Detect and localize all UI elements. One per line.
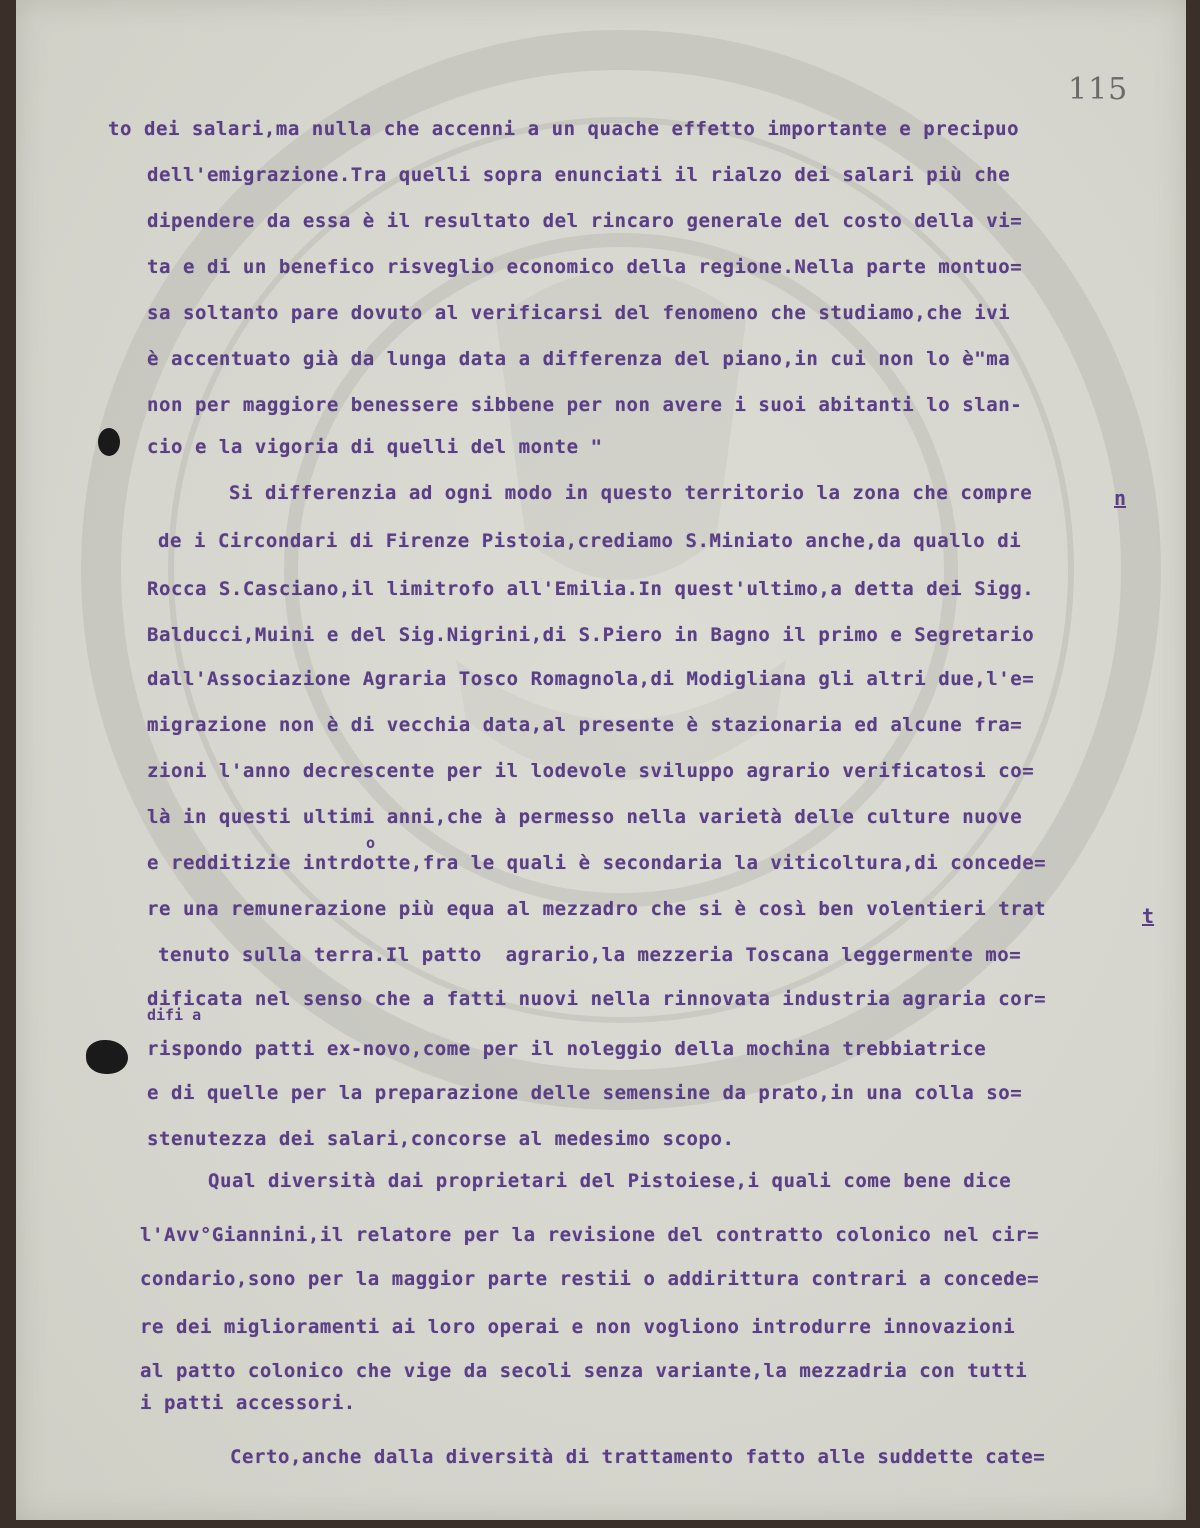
- text-line: tenuto sulla terra.Il patto agrario,la mezzeria Toscana leggermente mo=: [158, 944, 1022, 966]
- punch-hole: [98, 428, 120, 456]
- text-line: sa soltanto pare dovuto al verificarsi del fenomeno che studiamo,che ivi: [147, 302, 1011, 324]
- text-line: Rocca S.Casciano,il limitrofo all'Emilia.In quest'ultimo,a detta dei Sigg.: [147, 578, 1035, 600]
- text-line: non per maggiore benessere sibbene per non avere i suoi abitanti lo slan-: [147, 394, 1023, 416]
- text-line: dall'Associazione Agraria Tosco Romagnola,di Modigliana gli altri due,l'e=: [147, 668, 1035, 690]
- text-line: Certo,anche dalla diversità di trattamento fatto alle suddette cate=: [230, 1446, 1046, 1468]
- text-line: Balducci,Muini e del Sig.Nigrini,di S.Piero in Bagno il primo e Segretario: [147, 624, 1035, 646]
- text-line: ta e di un benefico risveglio economico della regione.Nella parte montuo=: [147, 256, 1023, 278]
- text-line: re dei miglioramenti ai loro operai e non vogliono introdurre innovazioni: [140, 1316, 1016, 1338]
- page-number: 115: [1068, 72, 1129, 107]
- text-line: dell'emigrazione.Tra quelli sopra enunciati il rialzo dei salari più che: [147, 164, 1011, 186]
- text-line: l'Avv°Giannini,il relatore per la revisione del contratto colonico nel cir=: [140, 1224, 1040, 1246]
- margin-mark: n: [1114, 486, 1127, 510]
- text-line: stenutezza dei salari,concorse al medesimo scopo.: [147, 1128, 735, 1150]
- text-line: to dei salari,ma nulla che accenni a un quache effetto importante e precipuo: [108, 118, 1020, 140]
- text-line: là in questi ultimi anni,che à permesso nella varietà delle culture nuove: [147, 806, 1023, 828]
- text-line: dipendere da essa è il resultato del rincaro generale del costo della vi=: [147, 210, 1023, 232]
- text-line: i patti accessori.: [140, 1392, 356, 1414]
- interlinear-correction: o: [366, 834, 376, 852]
- text-line: e redditizie intrdotte,fra le quali è secondaria la viticoltura,di concede=: [147, 852, 1047, 874]
- document-page: [16, 0, 1186, 1520]
- text-line: migrazione non è di vecchia data,al presente è stazionaria ed alcune fra=: [147, 714, 1023, 736]
- text-line: re una remunerazione più equa al mezzadro che si è così ben volentieri trat: [147, 898, 1047, 920]
- text-line: Si differenzia ad ogni modo in questo territorio la zona che compre: [229, 482, 1033, 504]
- text-line: è accentuato già da lunga data a differenza del piano,in cui non lo è"ma: [147, 348, 1011, 370]
- text-line: cio e la vigoria di quelli del monte ": [147, 436, 603, 458]
- interlinear-correction: difi a: [147, 1006, 202, 1024]
- text-line: rispondo patti ex-novo,come per il noleggio della mochina trebbiatrice: [147, 1038, 987, 1060]
- punch-hole: [86, 1040, 128, 1074]
- text-line: Qual diversità dai proprietari del Pistoiese,i quali come bene dice: [208, 1170, 1012, 1192]
- text-line: e di quelle per la preparazione delle semensine da prato,in una colla so=: [147, 1082, 1023, 1104]
- text-line: condario,sono per la maggior parte restii o addirittura contrari a concede=: [140, 1268, 1040, 1290]
- text-line: al patto colonico che vige da secoli senza variante,la mezzadria con tutti: [140, 1360, 1028, 1382]
- text-line: zioni l'anno decrescente per il lodevole sviluppo agrario verificatosi co=: [147, 760, 1035, 782]
- text-line: de i Circondari di Firenze Pistoia,crediamo S.Miniato anche,da quallo di: [158, 530, 1022, 552]
- text-line: dificata nel senso che a fatti nuovi nella rinnovata industria agraria cor=: [147, 988, 1047, 1010]
- margin-mark: t: [1142, 904, 1155, 928]
